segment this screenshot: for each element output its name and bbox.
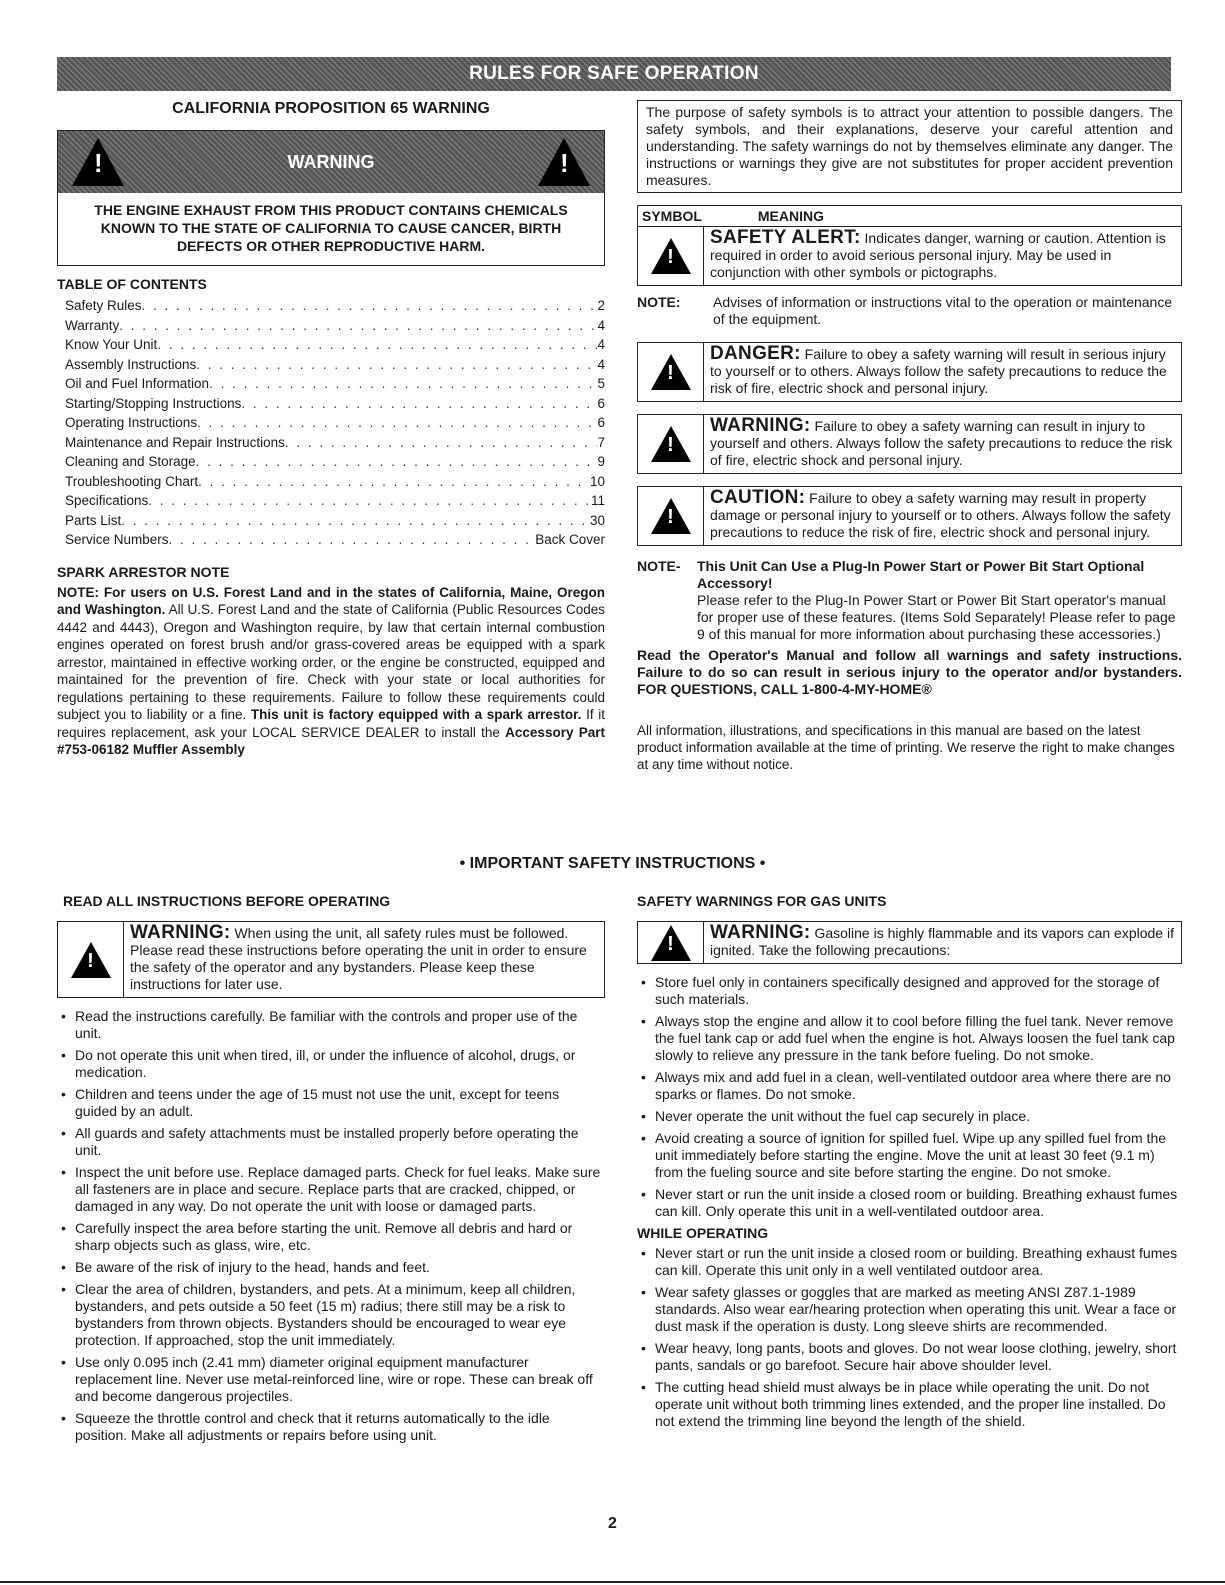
spark-intro: NOTE: For users on U.S. Forest Land and in the states of California, Maine, Oregon and Washington. — [57, 584, 605, 617]
footer-rule — [0, 1581, 1225, 1583]
list-item: • Be aware of the risk of injury to the head, hands and feet. — [57, 1259, 605, 1276]
read-manual-warning: Read the Operator's Manual and follow all warnings and safety instructions. Failure to do so can result in serious injury to the operator and/or bystanders. FOR QUESTIONS, CALL 1-800-4-MY-HOME® — [637, 647, 1182, 697]
gas-warning-text: Gasoline is highly flammable and its vapors can explode if ignited. Take the following precautions: — [710, 925, 1174, 958]
toc-page: 4 — [597, 356, 605, 372]
toc-page: 2 — [597, 298, 605, 313]
toc-leader — [119, 316, 597, 336]
toc-row — [57, 394, 605, 414]
warning-icon: ! — [651, 426, 691, 462]
gas-warning-title: WARNING: — [710, 922, 811, 943]
toc-leader — [241, 394, 597, 414]
caution-title: CAUTION: — [710, 487, 806, 508]
warning-icon: ! — [71, 942, 111, 978]
toc-page: 30 — [589, 512, 605, 528]
warning-triangle-icon: ! — [72, 138, 124, 186]
toc-row — [57, 433, 605, 453]
warning-icon: ! — [651, 925, 691, 961]
toc-row — [57, 530, 605, 550]
list-item: • The cutting head shield must always be in place while operating the unit. Do not operate unit without both trimming lines extended, and the proper line installed. Do not extend the trimming line beyond the length of the shield. — [637, 1379, 1182, 1430]
caution-row — [637, 486, 1182, 546]
list-item: • Inspect the unit before use. Replace damaged parts. Check for fuel leaks. Make sure all fasteners are in place and secure. Replace parts that are cracked, chipped, or damaged in any way. Do not operate the unit with loose or damaged parts. — [57, 1164, 605, 1215]
list-item: • Read the instructions carefully. Be familiar with the controls and proper use of the unit. — [57, 1008, 605, 1042]
caution-text: Failure to obey a safety warning may result in property damage or personal injury to yourself or to others. Always follow the safety precautions to reduce the risk of fire, electric shock and personal injury. — [710, 490, 1171, 540]
toc-row — [57, 355, 605, 375]
toc-leader — [209, 374, 597, 394]
toc-leader — [157, 335, 597, 355]
danger-row — [637, 342, 1182, 402]
read-all-warning-text: When using the unit, all safety rules must be followed. Please read these instructions before operating the unit in order to ensure the safety of the operator and any bystanders. Please keep these instructions for later use. — [130, 925, 587, 992]
symbol-table-header — [637, 205, 1182, 227]
symbol-note-row — [637, 294, 1182, 328]
toc-page: Back Cover — [535, 532, 605, 547]
toc-row — [57, 316, 605, 336]
toc-leader — [285, 433, 598, 453]
toc-page: 6 — [597, 395, 605, 411]
list-item: • Squeeze the throttle control and check that it returns automatically to the idle position. Make all adjustments or repairs before using unit. — [57, 1410, 605, 1444]
spark-heading: SPARK ARRESTOR NOTE — [57, 563, 230, 580]
left-column-bottom — [57, 893, 605, 1449]
prop65-warning-label: WARNING — [287, 151, 375, 172]
toc-label: Operating Instructions — [65, 415, 198, 430]
safety-alert-row — [637, 227, 1182, 286]
prop65-heading: CALIFORNIA PROPOSITION 65 WARNING — [172, 100, 490, 117]
list-item: • Avoid creating a source of ignition for spilled fuel. Wipe up any spilled fuel from the unit immediately before starting the engine. Move the unit at least 30 feet (9.1 m) from the fueling source and site before starting the engine. Do not smoke. — [637, 1130, 1182, 1181]
toc-page: 5 — [597, 376, 605, 391]
toc-heading: TABLE OF CONTENTS — [57, 276, 207, 292]
toc-row — [57, 472, 605, 492]
list-item: • Always stop the engine and allow it to cool before filling the fuel tank. Never remove the fuel tank cap or add fuel when the engine is hot. Always loosen the fuel tank cap slowly to relieve any pressure in the tank before fueling. Do not smoke. — [637, 1013, 1182, 1064]
spark-factory-equipped: This unit is factory equipped with a spark arrestor. — [250, 707, 582, 722]
list-item: • Do not operate this unit when tired, ill, or under the influence of alcohol, drugs, or medication. — [57, 1047, 605, 1081]
read-all-heading: READ ALL INSTRUCTIONS BEFORE OPERATING — [63, 893, 391, 909]
list-item: • Never start or run the unit inside a closed room or building. Breathing exhaust fumes can kill. Only operate this unit in a well-ventilated outdoor area. — [637, 1186, 1182, 1220]
gas-warning-box — [637, 921, 1182, 964]
toc-leader — [142, 296, 598, 316]
toc-leader — [196, 452, 598, 472]
list-item: • Always mix and add fuel in a clean, well-ventilated outdoor area where there are no sparks or flames. Do not smoke. — [637, 1069, 1182, 1103]
plugin-note-label: NOTE- — [637, 558, 681, 574]
safety-symbols-intro: The purpose of safety symbols is to attract your attention to possible dangers. The safety symbols, and their explanations, deserve your careful attention and understanding. The safety warnings do not by themselves eliminate any danger. The instructions or warnings they give are not substitutes for proper accident prevention measures. — [637, 100, 1182, 193]
section-header — [57, 57, 1171, 91]
toc-leader — [121, 511, 590, 531]
danger-text: Failure to obey a safety warning will result in serious injury to yourself or to others. Always follow the safety precautions to reduce the risk of fire, electric shock and personal injury. — [710, 346, 1167, 396]
list-item: • Wear heavy, long pants, boots and gloves. Do not wear loose clothing, jewelry, short pants, sandals or go barefoot. Secure hair above shoulder level. — [637, 1340, 1182, 1374]
table-of-contents — [57, 296, 605, 550]
list-item: • Store fuel only in containers specifically designed and approved for the storage of such materials. — [637, 974, 1182, 1008]
warning-title: WARNING: — [710, 415, 811, 436]
safety-alert-title: SAFETY ALERT: — [710, 227, 861, 248]
toc-label: Cleaning and Storage — [65, 454, 196, 469]
toc-row — [57, 374, 605, 394]
toc-leader — [197, 413, 597, 433]
toc-label: Service Numbers — [65, 532, 169, 547]
gas-bullet-list — [637, 974, 1182, 1220]
right-column-top — [637, 100, 1182, 773]
toc-label: Know Your Unit — [65, 337, 158, 352]
toc-page: 10 — [589, 473, 605, 489]
spark-body-1: All U.S. Forest Land and the state of California (Public Resources Codes 4442 and 4443), Oregon and Washington require, by law that certain internal combustion engines operated on forest brush and/or grass-covered areas be equipped with a spark arrestor, maintained in effective working order, or the engine be constructed, equipped and maintained for the prevention of fire. Check with your state or local authorities for regulations pertaining to these requirements. Failure to follow these requirements could subject you to liability or a fine. — [57, 602, 605, 722]
read-all-warning-box — [57, 921, 605, 998]
page-number: 2 — [608, 1515, 617, 1532]
list-item: • Use only 0.095 inch (2.41 mm) diameter original equipment manufacturer replacement line. Never use metal-reinforced line, wire or rope. These can break off and become dangerous projectiles. — [57, 1354, 605, 1405]
right-column-bottom — [637, 893, 1182, 1435]
plugin-bold: This Unit Can Use a Plug-In Power Start or Power Bit Start Optional Accessory! — [697, 558, 1145, 591]
list-item: • Never operate the unit without the fuel cap securely in place. — [637, 1108, 1182, 1125]
meaning-column-label: MEANING — [757, 208, 825, 224]
left-column-top — [57, 100, 605, 759]
prop65-warning-box — [57, 130, 605, 266]
note-text: Advises of information or instructions vital to the operation or maintenance of the equipment. — [713, 294, 1173, 327]
plugin-accessory-note — [637, 558, 1182, 643]
plugin-text: Please refer to the Plug-In Power Start or Power Bit Start operator's manual for proper use of these features. (Items Sold Separately! Please refer to page 9 of this manual for more information about purchasing these accessories.) — [697, 592, 1176, 642]
toc-page: 11 — [590, 493, 605, 508]
spark-arrestor-note — [57, 584, 605, 759]
toc-row — [57, 335, 605, 355]
toc-row — [57, 511, 605, 531]
toc-label: Assembly Instructions — [65, 356, 197, 372]
toc-page: 6 — [597, 415, 605, 430]
section-title: RULES FOR SAFE OPERATION — [469, 63, 759, 84]
spark-body-2: If it requires replacement, ask your LOCAL SERVICE DEALER to install the — [57, 707, 605, 740]
spark-accessory-part: Accessory Part #753-06182 Muffler Assembly — [57, 724, 605, 757]
toc-page: 7 — [597, 434, 605, 450]
symbol-column-label: SYMBOL — [642, 208, 702, 224]
all-information-disclaimer: All information, illustrations, and specifications in this manual are based on the latest product information available at the time of printing. We reserve the right to make changes at any time without notice. — [637, 723, 1175, 772]
toc-label: Parts List — [65, 512, 122, 528]
toc-leader — [169, 530, 536, 550]
toc-leader — [198, 472, 590, 492]
while-operating-heading: WHILE OPERATING — [637, 1225, 769, 1241]
warning-triangle-icon: ! — [538, 138, 590, 186]
read-all-warning-title: WARNING: — [130, 922, 231, 943]
list-item: • Children and teens under the age of 15 must not use the unit, except for teens guided by an adult. — [57, 1086, 605, 1120]
toc-page: 4 — [597, 337, 605, 352]
toc-label: Maintenance and Repair Instructions — [65, 434, 285, 450]
list-item: • Wear safety glasses or goggles that are marked as meeting ANSI Z87.1-1989 standards. Also wear ear/hearing protection when operating this unit. Wear a face or dust mask if the operation is dusty. Long sleeve shirts are recommended. — [637, 1284, 1182, 1335]
prop65-warning-bar — [58, 131, 604, 193]
while-operating-list — [637, 1245, 1182, 1430]
toc-label: Starting/Stopping Instructions — [65, 395, 242, 411]
list-item: • Never start or run the unit inside a closed room or building. Breathing exhaust fumes can kill. Operate this unit only in a well ventilated outdoor area. — [637, 1245, 1182, 1279]
note-label: NOTE: — [637, 294, 681, 310]
safety-alert-icon: ! — [651, 238, 691, 274]
toc-page: 4 — [597, 317, 605, 333]
toc-page: 9 — [597, 454, 605, 469]
toc-leader — [148, 491, 591, 511]
list-item: • All guards and safety attachments must be installed properly before operating the unit. — [57, 1125, 605, 1159]
toc-label: Troubleshooting Chart — [65, 473, 199, 489]
danger-icon: ! — [651, 354, 691, 390]
warning-text: Failure to obey a safety warning can result in injury to yourself and others. Always follow the safety precautions to reduce the risk of fire, electric shock and personal injury. — [710, 418, 1173, 468]
safety-alert-text: Indicates danger, warning or caution. Attention is required in order to avoid serious personal injury. May be used in conjunction with other symbols or pictographs. — [710, 230, 1166, 280]
toc-label: Oil and Fuel Information — [65, 376, 210, 391]
toc-row — [57, 491, 605, 511]
warning-row — [637, 414, 1182, 474]
toc-row — [57, 413, 605, 433]
list-item: • Carefully inspect the area before starting the unit. Remove all debris and hard or sharp objects such as glass, wire, etc. — [57, 1220, 605, 1254]
toc-label: Safety Rules — [65, 298, 142, 313]
danger-title: DANGER: — [710, 343, 801, 364]
prop65-warning-text: THE ENGINE EXHAUST FROM THIS PRODUCT CONTAINS CHEMICALS KNOWN TO THE STATE OF CALIFORNIA TO CAUSE CANCER, BIRTH DEFECTS OR OTHER REPRODUCTIVE HARM. — [94, 202, 568, 254]
toc-label: Specifications — [65, 493, 149, 508]
toc-row — [57, 296, 605, 316]
toc-row — [57, 452, 605, 472]
list-item: • Clear the area of children, bystanders, and pets. At a minimum, keep all children, bystanders, and pets outside a 50 feet (15 m) radius; there still may be a risk to bystanders from thrown objects. Bystanders should be encouraged to wear eye protection. If approached, stop the unit immediately. — [57, 1281, 605, 1349]
caution-icon: ! — [651, 498, 691, 534]
gas-heading: SAFETY WARNINGS FOR GAS UNITS — [637, 893, 887, 909]
read-all-bullet-list — [57, 1008, 605, 1444]
toc-leader — [196, 355, 597, 375]
toc-label: Warranty — [65, 317, 120, 333]
important-safety-heading: • IMPORTANT SAFETY INSTRUCTIONS • — [459, 855, 766, 872]
